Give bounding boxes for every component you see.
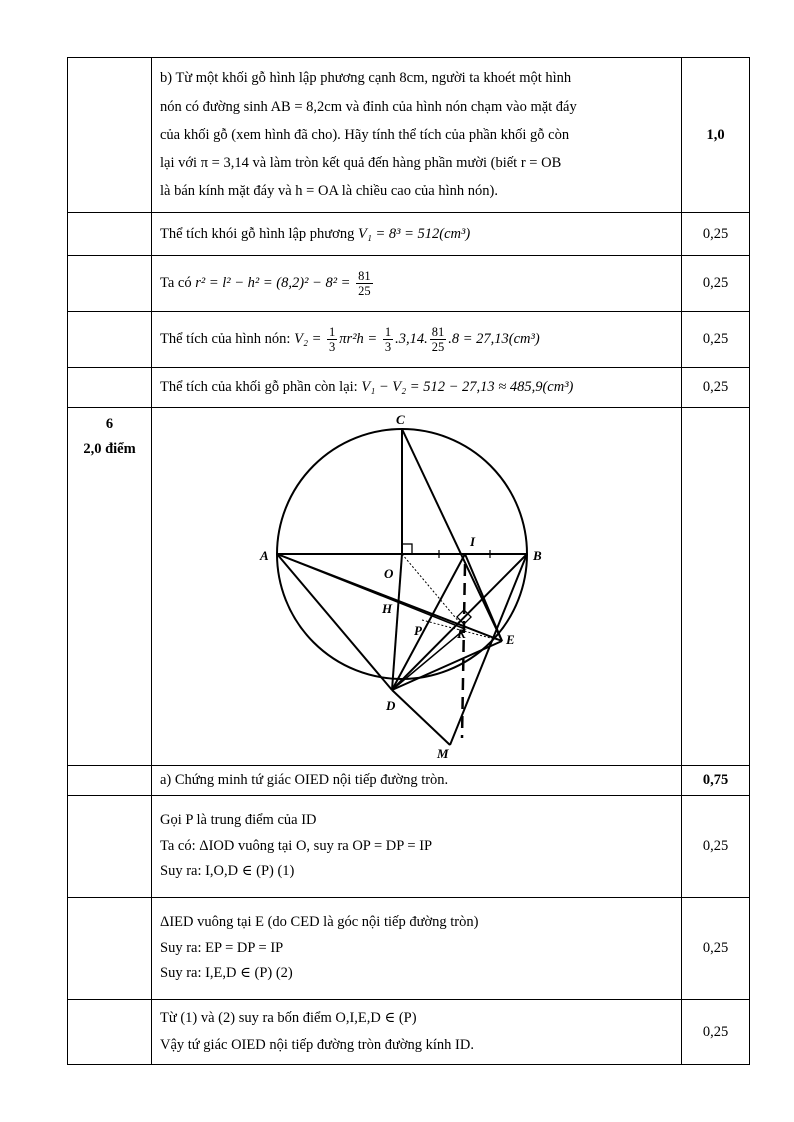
proof-step-2: ΔIED vuông tại E (do CED là góc nội tiếp đường tròn) Suy ra: EP = DP = IP Suy ra: I,E,D ∈ (P) (2)	[152, 898, 682, 1000]
step-score: 0,25	[682, 213, 750, 256]
step-score: 0,25	[682, 256, 750, 312]
label-H: H	[382, 601, 393, 616]
geometry-figure	[152, 408, 665, 765]
step-score: 0,25	[682, 796, 750, 898]
label-E: E	[506, 632, 515, 647]
question-number-cell	[68, 408, 152, 766]
label-K: K	[457, 626, 466, 641]
solution-table	[67, 57, 750, 1065]
step-cone-volume: Thể tích của hình nón: V₂ = $\frac{1}{3}$ πr²h = $\frac{1}{3}$ .3,14. $\frac{81}{25}$ .8 = 27,13(cm³)	[152, 312, 682, 368]
label-M: M	[437, 746, 449, 761]
label-C: C	[396, 412, 405, 427]
empty-cell	[68, 58, 152, 213]
label-P: P	[414, 623, 422, 638]
step-remaining-volume: Thể tích của khối gỗ phần còn lại: V₁ − V₂ = 512 − 27,13 ≈ 485,9(cm³)	[152, 368, 682, 408]
label-O: O	[384, 566, 394, 581]
step-score: 0,25	[682, 1000, 750, 1065]
label-I: I	[470, 534, 476, 549]
label-B: B	[533, 548, 542, 563]
fraction-81-25: $\frac{81}{25}$	[358, 268, 371, 298]
question-points: 2,0 điểm	[83, 440, 136, 457]
step-cube-volume: Thể tích khói gỗ hình lập phương V₁ = 8³ = 512(cm³)	[152, 213, 682, 256]
part-b-problem: b) Từ một khối gỗ hình lập phương cạnh 8cm, người ta khoét một hình nón có đường sinh AB = 8,2cm và đỉnh của hình nón chạm vào mặt đáy của khối gỗ (xem hình đã cho). Hãy tính thể tích của phần khối gỗ còn lại với π = 3,14 và làm tròn kết quả đến hàng phần mười (biết r = OB là bán kính mặt đáy và h = OA là chiều cao của hình nón).	[152, 58, 682, 213]
step-score: 0,25	[682, 368, 750, 408]
proof-step-3: Từ (1) và (2) suy ra bốn điểm O,I,E,D ∈ (P) Vậy tứ giác OIED nội tiếp đường tròn đường kính ID.	[152, 1000, 682, 1065]
label-D: D	[386, 698, 396, 713]
part-a-title: a) Chứng minh tứ giác OIED nội tiếp đường tròn.	[152, 766, 682, 796]
proof-step-1: Gọi P là trung điểm của ID Ta có: ΔIOD vuông tại O, suy ra OP = DP = IP Suy ra: I,O,D ∈ (P) (1)	[152, 796, 682, 898]
step-score: 0,25	[682, 312, 750, 368]
step-score: 0,25	[682, 898, 750, 1000]
label-A: A	[260, 548, 269, 563]
question-number: 6	[105, 416, 114, 432]
figure-cell	[152, 408, 682, 766]
step-radius: Ta có r² = l² − h² = (8,2)² − 8² = $\frac{81}{25}$	[152, 256, 682, 312]
part-b-score: 1,0	[682, 58, 750, 213]
part-a-score: 0,75	[682, 766, 750, 796]
